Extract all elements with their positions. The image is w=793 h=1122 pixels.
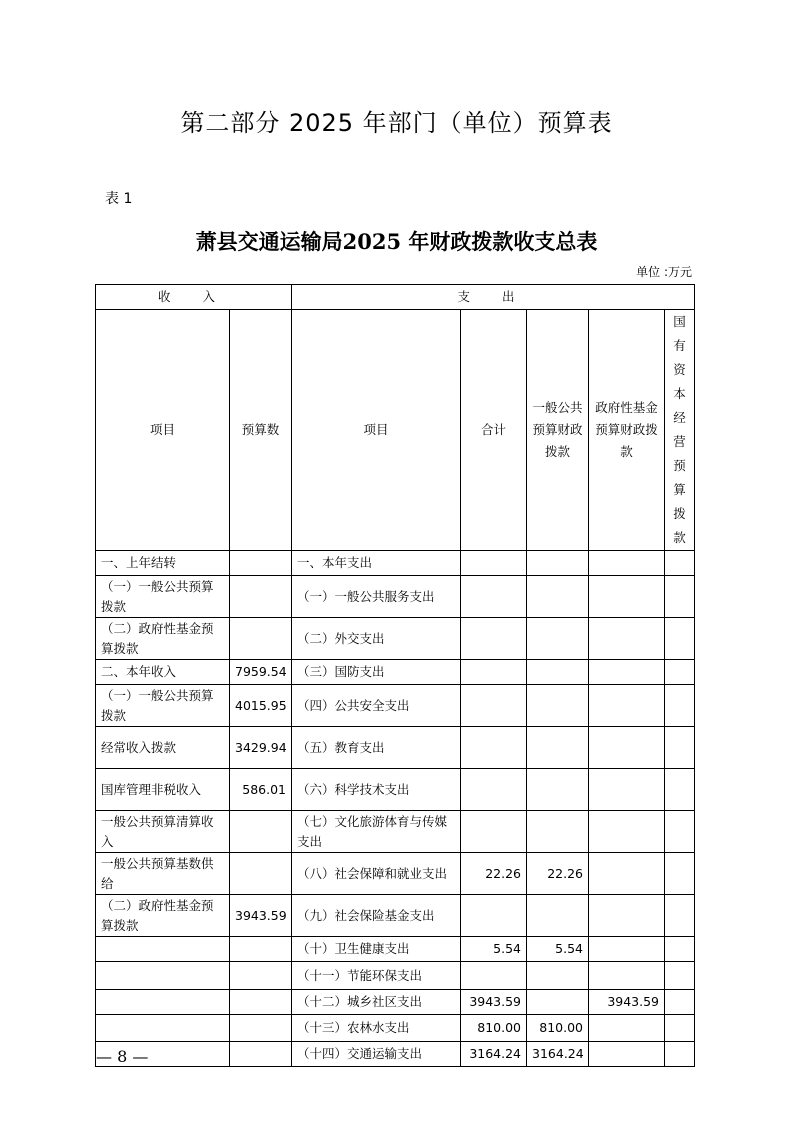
expense-item-cell: 一、本年支出 xyxy=(292,551,461,576)
fund-budget-cell xyxy=(589,769,665,811)
state-capital-cell xyxy=(665,1015,695,1042)
fund-budget-cell: 3943.59 xyxy=(589,990,665,1015)
income-item-cell xyxy=(96,1015,230,1042)
income-budget-cell: 3943.59 xyxy=(230,895,292,937)
income-header: 收 入 xyxy=(96,285,292,310)
general-budget-cell xyxy=(527,685,589,727)
fund-budget-cell xyxy=(589,660,665,685)
general-budget-cell xyxy=(527,990,589,1015)
fund-budget-cell xyxy=(589,895,665,937)
income-budget-cell xyxy=(230,551,292,576)
total-cell xyxy=(461,769,527,811)
fund-budget-cell xyxy=(589,1015,665,1042)
expense-item-cell: （一）一般公共服务支出 xyxy=(292,576,461,618)
fund-budget-cell xyxy=(589,685,665,727)
table-number: 表 1 xyxy=(105,191,133,207)
expense-header: 支 出 xyxy=(292,285,695,310)
total-cell: 3943.59 xyxy=(461,990,527,1015)
income-budget-cell xyxy=(230,990,292,1015)
table-row xyxy=(96,937,695,962)
general-budget-cell xyxy=(527,895,589,937)
total-cell xyxy=(461,660,527,685)
income-item-cell: 国库管理非税收入 xyxy=(96,769,230,811)
fund-budget-cell xyxy=(589,551,665,576)
income-item-cell xyxy=(96,937,230,962)
total-cell xyxy=(461,895,527,937)
state-capital-cell xyxy=(665,811,695,853)
table-row xyxy=(96,811,695,853)
state-capital-cell xyxy=(665,769,695,811)
table-row xyxy=(96,685,695,727)
income-item-cell: 一般公共预算清算收入 xyxy=(96,811,230,853)
expense-item-cell: （二）外交支出 xyxy=(292,618,461,660)
expense-item-cell: （六）科学技术支出 xyxy=(292,769,461,811)
state-capital-cell xyxy=(665,576,695,618)
general-budget-cell xyxy=(527,551,589,576)
general-budget-cell: 5.54 xyxy=(527,937,589,962)
total-cell xyxy=(461,551,527,576)
income-item-cell: 一般公共预算基数供给 xyxy=(96,853,230,895)
income-item-cell: （一）一般公共预算拨款 xyxy=(96,576,230,618)
state-capital-cell xyxy=(665,962,695,990)
income-item-cell: 二、本年收入 xyxy=(96,660,230,685)
page-number: — 8 — xyxy=(96,1047,149,1066)
total-cell: 810.00 xyxy=(461,1015,527,1042)
state-capital-cell xyxy=(665,618,695,660)
table-row xyxy=(96,576,695,618)
fund-budget-cell xyxy=(589,727,665,769)
state-capital-cell xyxy=(665,937,695,962)
expense-item-cell: （四）公共安全支出 xyxy=(292,685,461,727)
income-item-cell xyxy=(96,990,230,1015)
state-capital-cell xyxy=(665,895,695,937)
general-budget-cell: 810.00 xyxy=(527,1015,589,1042)
general-budget-cell: 22.26 xyxy=(527,853,589,895)
col-total: 合计 xyxy=(461,310,527,551)
col-income-budget: 预算数 xyxy=(230,310,292,551)
income-item-cell: （一）一般公共预算拨款 xyxy=(96,685,230,727)
expense-item-cell: （五）教育支出 xyxy=(292,727,461,769)
income-item-cell xyxy=(96,962,230,990)
table-row xyxy=(96,962,695,990)
expense-item-cell: （十四）交通运输支出 xyxy=(292,1042,461,1067)
income-item-cell: （二）政府性基金预算拨款 xyxy=(96,895,230,937)
income-budget-cell: 3429.94 xyxy=(230,727,292,769)
expense-item-cell: （七）文化旅游体育与传媒支出 xyxy=(292,811,461,853)
total-cell xyxy=(461,576,527,618)
expense-item-cell: （十二）城乡社区支出 xyxy=(292,990,461,1015)
state-capital-cell xyxy=(665,853,695,895)
table-row xyxy=(96,769,695,811)
table-row xyxy=(96,853,695,895)
unit-label: 单位 :万元 xyxy=(636,265,692,279)
total-cell: 3164.24 xyxy=(461,1042,527,1067)
income-budget-cell xyxy=(230,1015,292,1042)
expense-item-cell: （三）国防支出 xyxy=(292,660,461,685)
income-budget-cell xyxy=(230,937,292,962)
table-row xyxy=(96,1015,695,1042)
income-budget-cell xyxy=(230,1042,292,1067)
header-row-columns xyxy=(96,310,695,551)
income-budget-cell xyxy=(230,853,292,895)
header-row-top xyxy=(96,285,695,310)
col-income-item: 项目 xyxy=(96,310,230,551)
general-budget-cell: 3164.24 xyxy=(527,1042,589,1067)
table-row xyxy=(96,1042,695,1067)
total-cell xyxy=(461,811,527,853)
fund-budget-cell xyxy=(589,962,665,990)
col-general-budget: 一般公共预算财政拨款 xyxy=(527,310,589,551)
income-budget-cell: 7959.54 xyxy=(230,660,292,685)
expense-item-cell: （八）社会保障和就业支出 xyxy=(292,853,461,895)
income-budget-cell xyxy=(230,618,292,660)
fund-budget-cell xyxy=(589,1042,665,1067)
fund-budget-cell xyxy=(589,937,665,962)
total-cell xyxy=(461,685,527,727)
general-budget-cell xyxy=(527,618,589,660)
col-state-capital: 国有资本经营预算拨款 xyxy=(665,310,695,551)
table-row xyxy=(96,895,695,937)
table-row xyxy=(96,990,695,1015)
income-item-cell: 经常收入拨款 xyxy=(96,727,230,769)
income-budget-cell: 4015.95 xyxy=(230,685,292,727)
col-expense-item: 项目 xyxy=(292,310,461,551)
table-row xyxy=(96,618,695,660)
state-capital-cell xyxy=(665,551,695,576)
income-item-cell: 一、上年结转 xyxy=(96,551,230,576)
budget-table xyxy=(95,284,695,1067)
expense-item-cell: （十）卫生健康支出 xyxy=(292,937,461,962)
state-capital-cell xyxy=(665,990,695,1015)
expense-item-cell: （十一）节能环保支出 xyxy=(292,962,461,990)
total-cell xyxy=(461,962,527,990)
income-budget-cell: 586.01 xyxy=(230,769,292,811)
table-row xyxy=(96,660,695,685)
fund-budget-cell xyxy=(589,811,665,853)
state-capital-cell xyxy=(665,727,695,769)
fund-budget-cell xyxy=(589,618,665,660)
income-budget-cell xyxy=(230,811,292,853)
general-budget-cell xyxy=(527,660,589,685)
income-item-cell: （二）政府性基金预算拨款 xyxy=(96,618,230,660)
general-budget-cell xyxy=(527,811,589,853)
general-budget-cell xyxy=(527,727,589,769)
part-title: 第二部分 2025 年部门（单位）预算表 xyxy=(180,109,613,137)
col-fund-budget: 政府性基金预算财政拨款 xyxy=(589,310,665,551)
total-cell xyxy=(461,618,527,660)
total-cell xyxy=(461,727,527,769)
state-capital-cell xyxy=(665,1042,695,1067)
fund-budget-cell xyxy=(589,853,665,895)
general-budget-cell xyxy=(527,769,589,811)
expense-item-cell: （十三）农林水支出 xyxy=(292,1015,461,1042)
general-budget-cell xyxy=(527,576,589,618)
state-capital-cell xyxy=(665,660,695,685)
general-budget-cell xyxy=(527,962,589,990)
fund-budget-cell xyxy=(589,576,665,618)
table-row xyxy=(96,551,695,576)
income-budget-cell xyxy=(230,576,292,618)
total-cell: 5.54 xyxy=(461,937,527,962)
expense-item-cell: （九）社会保险基金支出 xyxy=(292,895,461,937)
table-row xyxy=(96,727,695,769)
table-title: 萧县交通运输局2025 年财政拨款收支总表 xyxy=(195,229,598,254)
total-cell: 22.26 xyxy=(461,853,527,895)
state-capital-cell xyxy=(665,685,695,727)
income-budget-cell xyxy=(230,962,292,990)
